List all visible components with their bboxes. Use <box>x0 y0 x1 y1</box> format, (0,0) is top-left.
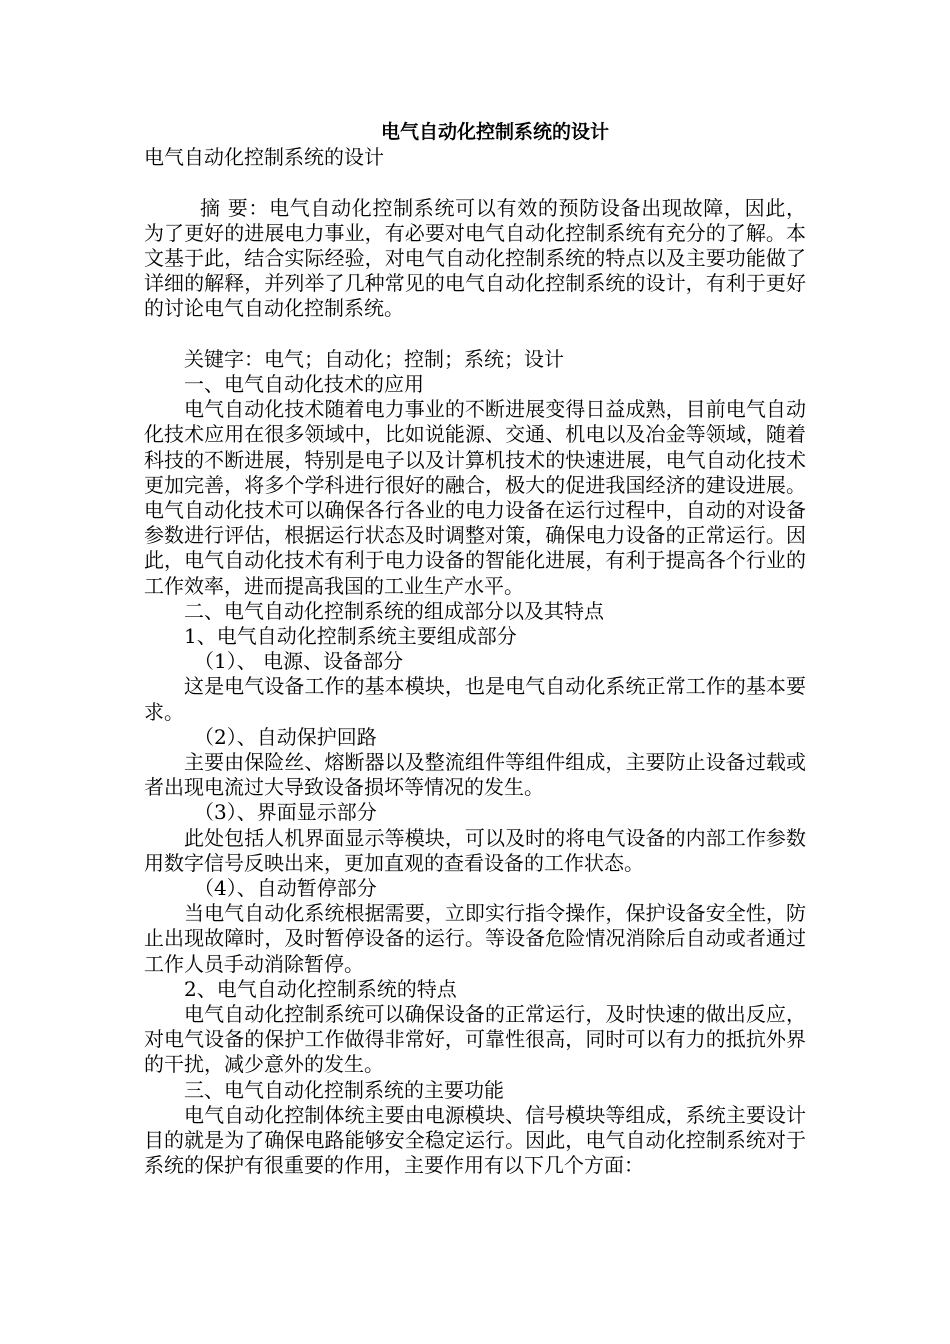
item-3-body: 此处包括人机界面显示等模块，可以及时的将电气设备的内部工作参数用数字信号反映出来，更加直观的查看设备的工作状态。 <box>144 825 806 875</box>
section-2-heading: 二、电气自动化控制系统的组成部分以及其特点 <box>184 598 604 623</box>
item-1-body: 这是电气设备工作的基本模块，也是电气自动化系统正常工作的基本要求。 <box>144 674 806 724</box>
document-title: 电气自动化控制系统的设计 <box>380 121 609 143</box>
keywords-line: 关键字：电气；自动化；控制；系统；设计 <box>184 346 564 371</box>
section-2-2-heading: 2、电气自动化控制系统的特点 <box>184 976 457 1001</box>
item-4-heading: （4）、自动暂停部分 <box>194 876 377 901</box>
item-1-heading: （1）、 电源、设备部分 <box>194 649 404 674</box>
document-subtitle: 电气自动化控制系统的设计 <box>144 145 384 170</box>
item-2-heading: （2）、自动保护回路 <box>194 724 377 749</box>
abstract-paragraph: 摘 要：电气自动化控制系统可以有效的预防设备出现故障，因此，为了更好的进展电力事业，有必要对电气自动化控制系统有充分的了解。本文基于此，结合实际经验，对电气自动化控制系统的特点以及主要功能做了详细的解释，并列举了几种常见的电气自动化控制系统的设计，有利于更好的讨论电气自动化控制系统。 <box>144 195 806 321</box>
section-3-heading: 三、电气自动化控制系统的主要功能 <box>184 1077 504 1102</box>
section-1-heading: 一、电气自动化技术的应用 <box>184 372 424 396</box>
item-2-body: 主要由保险丝、熔断器以及整流组件等组件组成，主要防止设备过载或者出现电流过大导致设备损坏等情况的发生。 <box>144 750 806 800</box>
section-2-2-body: 电气自动化控制系统可以确保设备的正常运行，及时快速的做出反应，对电气设备的保护工作做得非常好，可靠性很高，同时可以有力的抵抗外界的干扰，减少意外的发生。 <box>144 1002 806 1077</box>
document-page <box>144 120 806 1179</box>
blank-line <box>144 170 806 195</box>
item-4-body: 当电气自动化系统根据需要，立即实行指令操作，保护设备安全性，防止出现故障时，及时暂停设备的运行。等设备危险情况消除后自动或者通过工作人员手动消除暂停。 <box>144 901 806 976</box>
section-1-body: 电气自动化技术随着电力事业的不断进展变得日益成熟，目前电气自动化技术应用在很多领域中，比如说能源、交通、机电以及冶金等领域，随着科技的不断进展，特别是电子以及计算机技术的快速进展，电气自动化技术更加完善，将多个学科进行很好的融合，极大的促进我国经济的建设进展。电气自动化技术可以确保各行各业的电力设备在运行过程中，自动的对设备参数进行评估，根据运行状态及时调整对策，确保电力设备的正常运行。因此，电气自动化技术有利于电力设备的智能化进展，有利于提高各个行业的工作效率，进而提高我国的工业生产水平。 <box>144 397 806 598</box>
blank-line <box>144 322 806 347</box>
section-3-body: 电气自动化控制体统主要由电源模块、信号模块等组成，系统主要设计目的就是为了确保电路能够安全稳定运行。因此，电气自动化控制系统对于系统的保护有很重要的作用，主要作用有以下几个方面： <box>144 1102 806 1178</box>
item-3-heading: （3）、界面显示部分 <box>194 800 377 825</box>
section-2-1-heading: 1、电气自动化控制系统主要组成部分 <box>184 624 517 649</box>
